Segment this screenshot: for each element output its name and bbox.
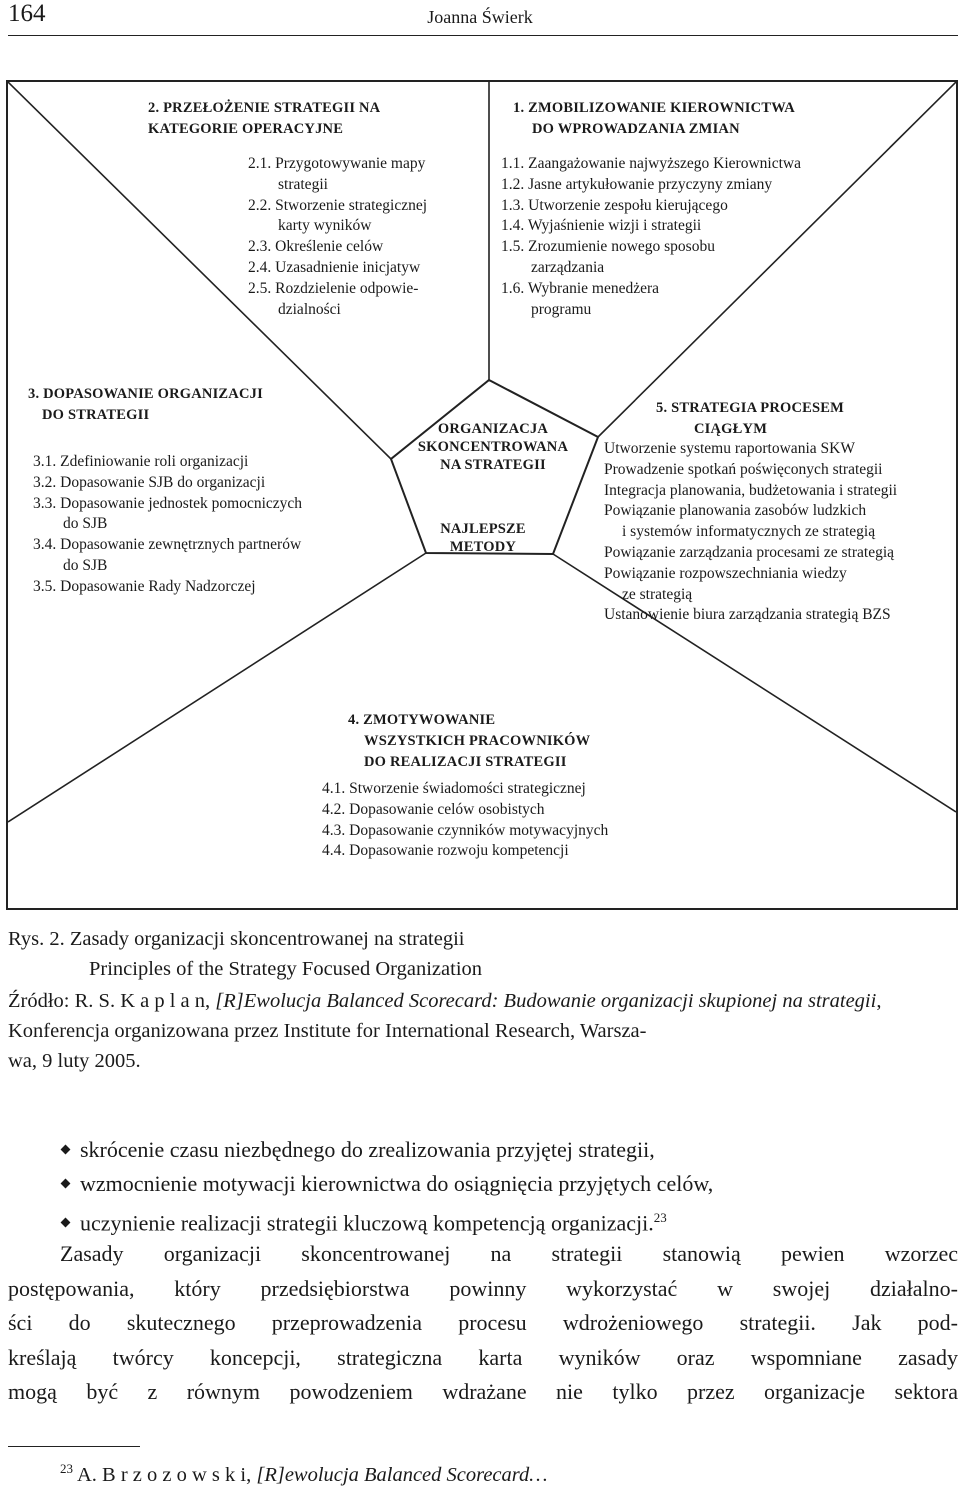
- footnote-ref[interactable]: 23: [653, 1210, 667, 1225]
- block-4-item: 4.4. Dopasowanie rozwoju kompetencji: [322, 842, 569, 860]
- footnote: [60, 1461, 547, 1487]
- block-3-title-line: DO STRATEGII: [42, 406, 150, 423]
- bullet-text: skrócenie czasu niezbędnego do zrealizowania przyjętej strategii,: [80, 1137, 655, 1162]
- body-line: kreślają twórcy koncepcji, strategiczna karta wyników oraz wspomniane zasady: [8, 1344, 958, 1370]
- footnote-rule: [8, 1446, 140, 1447]
- running-head-author: Joanna Świerk: [427, 7, 533, 27]
- block-1-item: 1.2. Jasne artykułowanie przyczyny zmiany: [501, 175, 773, 193]
- block-2-item: 2.5. Rozdzielenie odpowie-: [248, 279, 419, 297]
- block-4-title-line: 4. ZMOTYWOWANIE: [348, 712, 496, 728]
- caption-line-pl: Rys. 2. Zasady organizacji skoncentrowanej na strategii: [8, 928, 465, 950]
- block-5-title-line: 5. STRATEGIA PROCESEM: [656, 400, 845, 416]
- block-3-item: do SJB: [63, 556, 108, 574]
- block-2-item: dzialności: [278, 300, 341, 318]
- block-4: [348, 710, 590, 772]
- block-1-items: [501, 154, 801, 320]
- page-number: 164: [8, 0, 46, 27]
- block-2-item: 2.1. Przygotowywanie mapy: [248, 155, 426, 172]
- block-5-item: ze strategią: [622, 585, 693, 603]
- center-label: [408, 420, 578, 474]
- block-4-item: 4.2. Dopasowanie celów osobistych: [322, 800, 545, 818]
- block-4-title-line: WSZYSTKICH PRACOWNIKÓW: [364, 732, 591, 749]
- block-5-item: Ustanowienie biura zarządzania strategią BZS: [604, 606, 891, 624]
- bullet-text: wzmocnienie motywacji kierownictwa do osiągnięcia przyjętych celów,: [80, 1171, 714, 1196]
- block-5-item: i systemów informatycznych ze strategią: [622, 523, 876, 541]
- source-rest: , Konferencja organizowana przez Institute for International Research, Warsza-: [8, 990, 882, 1042]
- body-line: postępowania, który przedsiębiorstwa powinny wykorzystać w swojej działalno-: [8, 1275, 958, 1301]
- block-1-item: 1.4. Wyjaśnienie wizji i strategii: [501, 217, 702, 235]
- center-title-line: NA STRATEGII: [440, 457, 546, 473]
- footnote-title: [R]ewolucja Balanced Scorecard…: [256, 1463, 548, 1486]
- block-2: [148, 98, 380, 140]
- block-5-item: Utworzenie systemu raportowania SKW: [604, 440, 855, 457]
- header-rule: [8, 35, 958, 36]
- figure-source: [8, 986, 956, 1076]
- block-2-item: 2.4. Uzasadnienie inicjatyw: [248, 258, 421, 276]
- diamond-bullet-icon: [61, 1145, 71, 1155]
- footnote-author: A. B r z o z o w s k i,: [77, 1463, 252, 1486]
- center-subtitle: [408, 520, 558, 556]
- block-1-title-line: 1. ZMOBILIZOWANIE KIEROWNICTWA: [513, 100, 795, 116]
- block-3-item: 3.1. Zdefiniowanie roli organizacji: [33, 453, 249, 470]
- block-2-item: 2.3. Określenie celów: [248, 238, 384, 256]
- block-5-item: Integracja planowania, budżetowania i strategii: [604, 481, 898, 499]
- block-5-item: Powiązanie zarządzania procesami ze strategią: [604, 543, 895, 561]
- list-item: [62, 1133, 713, 1167]
- block-3-item: 3.3. Dopasowanie jednostek pomocniczych: [33, 494, 303, 512]
- block-5-item: Powiązanie rozpowszechniania wiedzy: [604, 564, 847, 582]
- block-5-title-line: CIĄGŁYM: [694, 420, 768, 437]
- center-subtitle-line: NAJLEPSZE: [440, 521, 526, 537]
- block-1-item: programu: [531, 300, 592, 318]
- block-2-title-line: KATEGORIE OPERACYJNE: [148, 120, 344, 137]
- block-2-item: karty wyników: [278, 217, 372, 235]
- source-end: wa, 9 luty 2005.: [8, 1050, 141, 1072]
- diamond-bullet-icon: [61, 1179, 71, 1189]
- block-2-item: strategii: [278, 175, 328, 193]
- list-item: [62, 1167, 713, 1201]
- block-3-item: 3.2. Dopasowanie SJB do organizacji: [33, 473, 266, 491]
- block-2-title-line: 2. PRZEŁOŻENIE STRATEGII NA: [148, 100, 381, 116]
- block-5: [656, 398, 844, 440]
- block-1-item: 1.3. Utworzenie zespołu kierującego: [501, 196, 728, 214]
- body-line: Zasady organizacji skoncentrowanej na strategii stanowią pewien wzorzec: [60, 1241, 958, 1266]
- figure-diagram: [6, 80, 958, 910]
- body-line: ści do skutecznego przeprowadzenia procesu wdrożeniowego strategii. Jak pod-: [8, 1310, 958, 1336]
- block-3-title-line: 3. DOPASOWANIE ORGANIZACJI: [28, 386, 263, 402]
- bullet-list: [62, 1133, 713, 1240]
- list-item: [62, 1201, 713, 1240]
- block-1-item: 1.6. Wybranie menedżera: [501, 279, 660, 297]
- block-4-items: [322, 779, 608, 862]
- body-paragraph: [8, 1237, 958, 1410]
- block-1-item: 1.1. Zaangażowanie najwyższego Kierownictwa: [501, 155, 801, 172]
- block-4-item: 4.1. Stworzenie świadomości strategicznej: [322, 780, 586, 797]
- block-1-item: zarządzania: [531, 258, 605, 276]
- block-4-item: 4.3. Dopasowanie czynników motywacyjnych: [322, 821, 609, 839]
- block-5-item: Powiązanie planowania zasobów ludzkich: [604, 502, 867, 520]
- center-title-line: ORGANIZACJA: [437, 421, 549, 437]
- source-author: K a p l a n,: [120, 990, 211, 1012]
- block-3-items: [33, 452, 302, 598]
- block-5-item: Prowadzenie spotkań poświęconych strategii: [604, 460, 883, 478]
- center-subtitle-line: METODY: [449, 539, 517, 555]
- block-2-items: [248, 154, 427, 320]
- block-3-item: 3.5. Dopasowanie Rady Nadzorczej: [33, 577, 256, 595]
- block-1: [513, 98, 795, 140]
- block-1-title-line: DO WPROWADZANIA ZMIAN: [532, 120, 740, 137]
- block-3-item: 3.4. Dopasowanie zewnętrznych partnerów: [33, 536, 302, 554]
- center-title-line: SKONCENTROWANA: [417, 439, 569, 455]
- block-3: [28, 384, 263, 426]
- block-3-item: do SJB: [63, 515, 108, 533]
- bullet-text: uczynienie realizacji strategii kluczową kompetencją organizacji.: [80, 1210, 654, 1236]
- block-4-title-line: DO REALIZACJI STRATEGII: [364, 753, 567, 770]
- source-title: [R]Ewolucja Balanced Scorecard: Budowanie organizacji skupionej na strategii: [215, 990, 877, 1012]
- block-1-item: 1.5. Zrozumienie nowego sposobu: [501, 238, 715, 256]
- block-5-items: [604, 439, 897, 626]
- caption-line-en: Principles of the Strategy Focused Organization: [89, 958, 483, 980]
- diamond-bullet-icon: [61, 1218, 71, 1228]
- figure-caption: [8, 924, 482, 984]
- footnote-number: 23: [60, 1461, 73, 1476]
- source-prefix: Źródło: R. S.: [8, 990, 116, 1012]
- block-2-item: 2.2. Stworzenie strategicznej: [248, 196, 428, 214]
- body-line: mogą być z równym powodzeniem wdrażane nie tylko przez organizacje sektora: [8, 1379, 958, 1405]
